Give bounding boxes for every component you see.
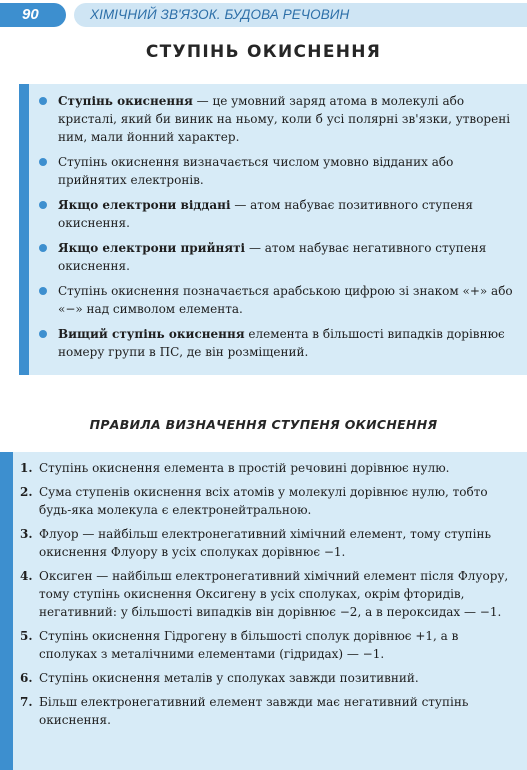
bullet-dot-icon [39,287,47,295]
bold-term: Якщо електрони прийняті [58,241,246,255]
rule-item [20,627,520,663]
rule-text: Ступінь окиснення металів у сполуках завжди позитивний. [39,671,419,685]
list-item-text: — атом набуває позитивного ступеня окиснення. [58,198,473,230]
rule-item [20,567,520,621]
rules-list [20,459,520,735]
rule-item [20,525,520,561]
rule-text: Флуор — найбільш електронегативний хімічний елемент, тому ступінь окиснення Флуору в усіх сполуках дорівнює −1. [39,527,492,559]
rule-text: Сума ступенів окиснення всіх атомів у молекулі дорівнює нулю, тобто будь-яка молекула є електронейтральною. [39,485,488,517]
rule-number: 4. [20,569,33,583]
rule-number: 1. [20,461,33,475]
page-number: 90 [0,3,66,27]
box-accent-stripe [0,452,13,770]
rule-item [20,459,520,477]
rule-number: 2. [20,485,33,499]
rule-number: 6. [20,671,33,685]
list-item [33,325,521,361]
list-item-text: — атом набуває негативного ступеня окиснення. [58,241,487,273]
list-item-text: Ступінь окиснення позначається арабською цифрою зі знаком «+» або «−» над символом елемента. [58,284,513,316]
rule-number: 7. [20,695,33,709]
section-title-rules: ПРАВИЛА ВИЗНАЧЕННЯ СТУПЕНЯ ОКИСНЕННЯ [89,417,438,432]
rule-item [20,693,520,729]
rule-text: Ступінь окиснення Гідрогену в більшості сполук дорівнює +1, а в сполуках з металічними елементами (гідридах) — −1. [39,629,459,661]
rule-text: Оксиген — найбільш електронегативний хімічний елемент після Флуору, тому ступінь окиснення Оксигену в усіх сполуках, окрім фторидів, негативний: у більшості випадків він дорівнює −2, а в пероксидах — −1. [39,569,509,619]
page-header [0,0,527,30]
list-item [33,92,521,146]
rule-number: 5. [20,629,33,643]
rule-item [20,483,520,519]
rule-text: Ступінь окиснення елемента в простій речовині дорівнює нулю. [39,461,450,475]
chapter-title: ХІМІЧНИЙ ЗВ'ЯЗОК. БУДОВА РЕЧОВИН [74,3,527,27]
definition-list [33,92,521,368]
bullet-dot-icon [39,201,47,209]
bold-term: Якщо електрони віддані [58,198,231,212]
bold-term: Ступінь окиснення [58,94,193,108]
bold-term: Вищий ступінь окиснення [58,327,245,341]
bullet-dot-icon [39,330,47,338]
definition-box [19,84,527,375]
list-item-text: Ступінь окиснення визначається числом умовно відданих або прийнятих електронів. [58,155,454,187]
bullet-dot-icon [39,158,47,166]
list-item [33,239,521,275]
bullet-dot-icon [39,244,47,252]
rule-text: Більш електронегативний елемент завжди має негативний ступінь окиснення. [39,695,469,727]
list-item [33,196,521,232]
bullet-dot-icon [39,97,47,105]
list-item-text: — це умовний заряд атома в молекулі або кристалі, який би виник на ньому, коли б усі полярні зв'язки, утворені ним, мали йонний характер. [58,94,511,144]
rule-number: 3. [20,527,33,541]
box-accent-stripe [19,84,29,375]
section-title-oxidation-state: СТУПІНЬ ОКИСНЕННЯ [145,42,382,62]
rules-box [0,452,527,770]
list-item [33,153,521,189]
rule-item [20,669,520,687]
list-item [33,282,521,318]
list-item-text: елемента в більшості випадків дорівнює номеру групи в ПС, де він розміщений. [58,327,505,359]
